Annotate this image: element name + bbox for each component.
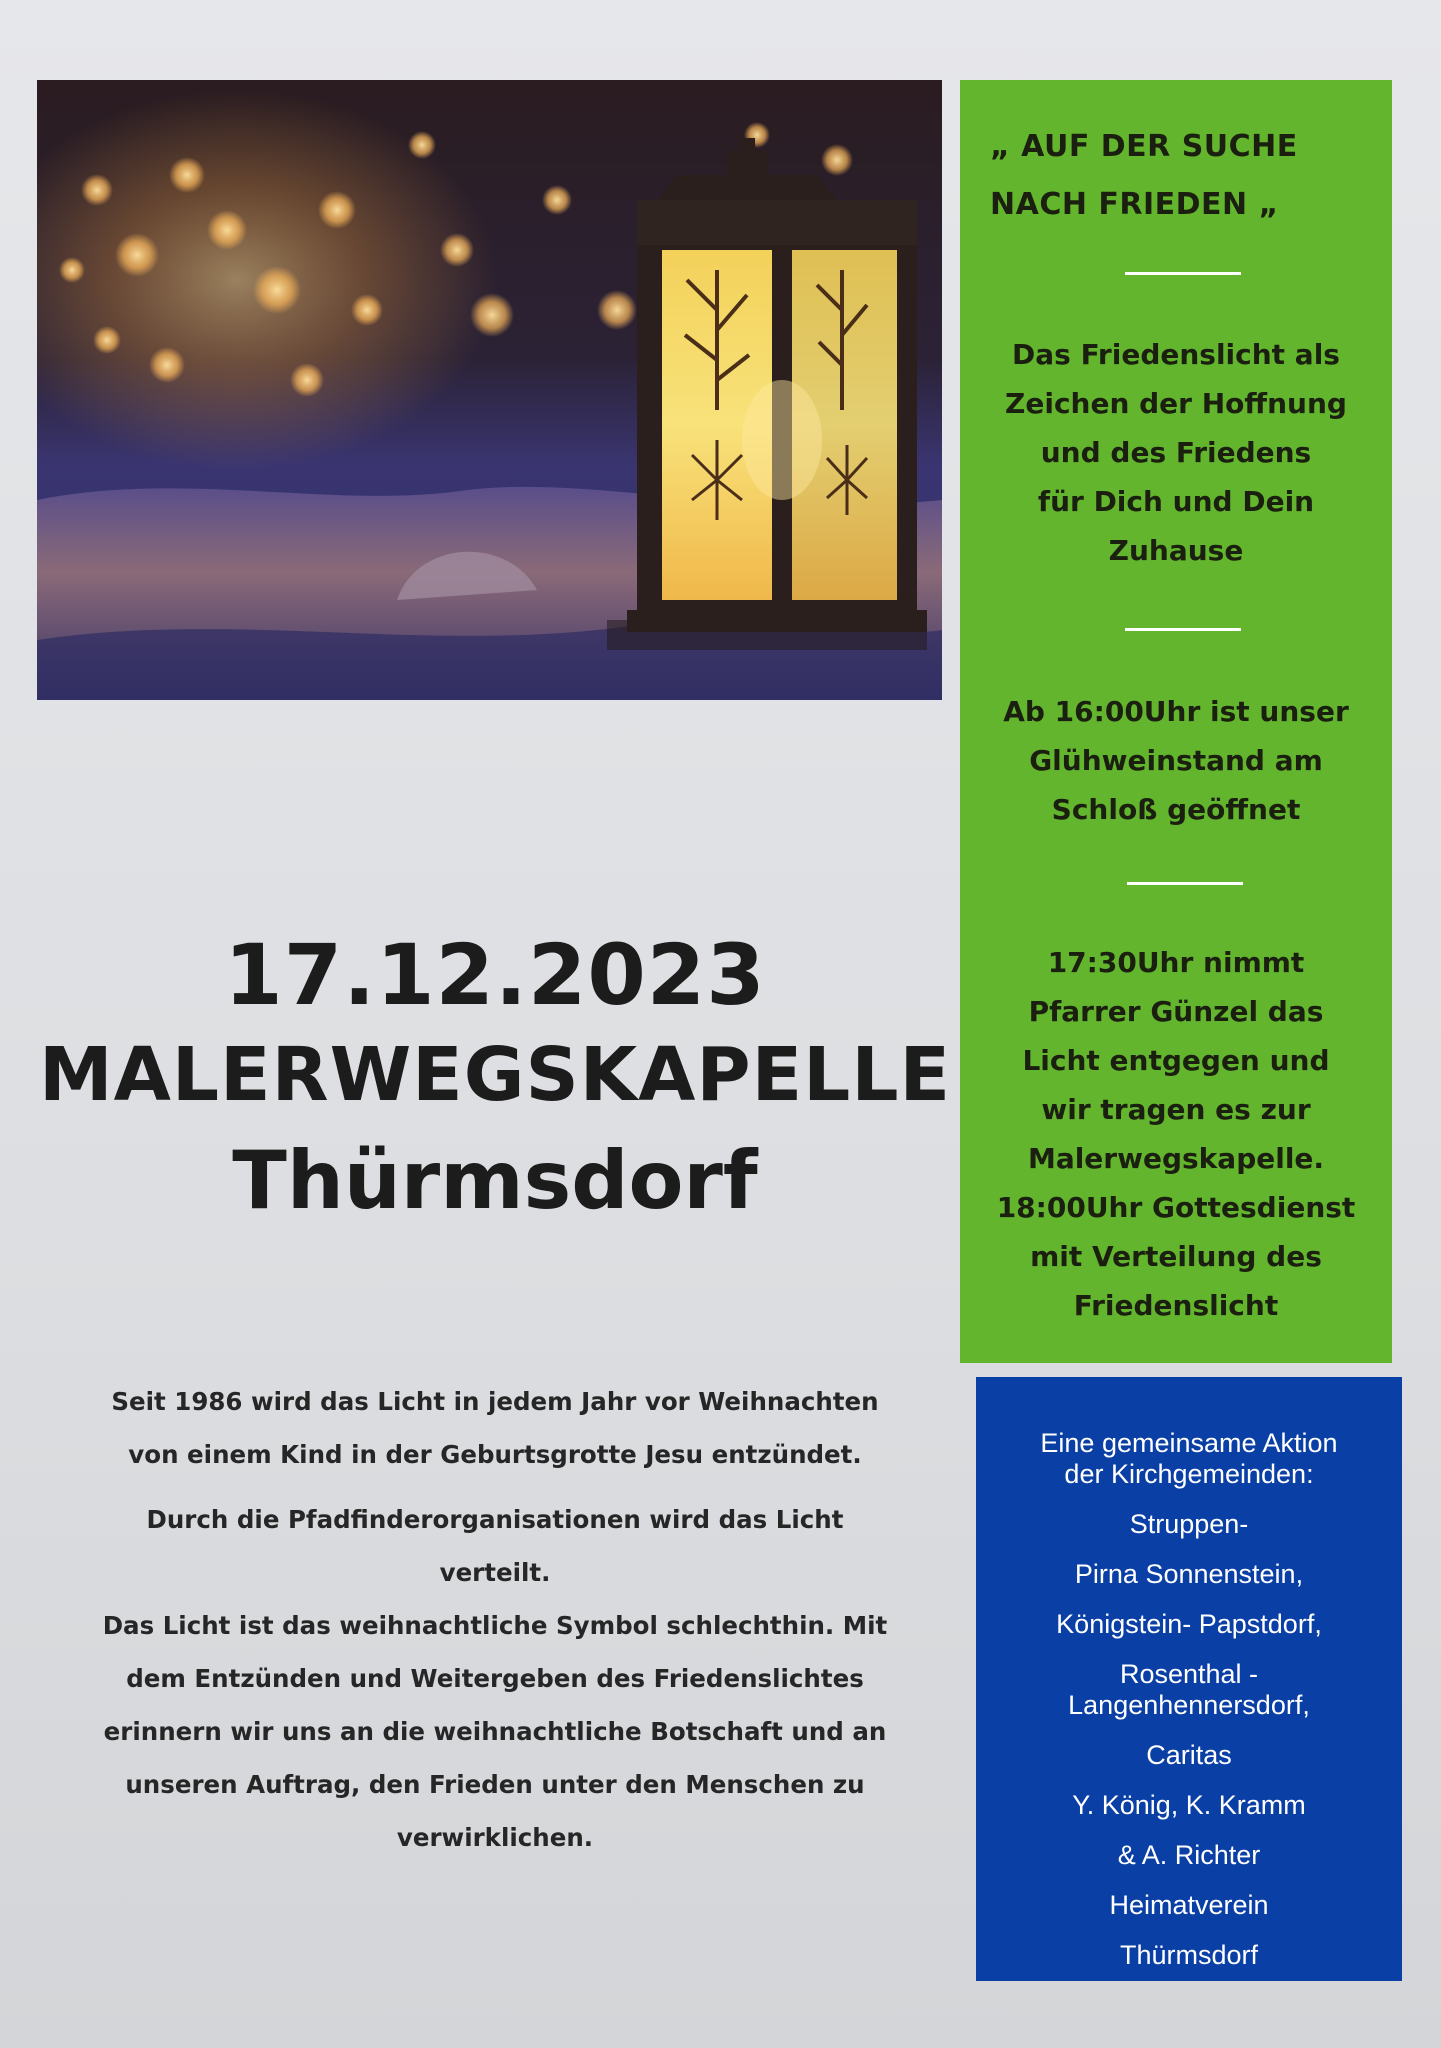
green-section-service	[960, 938, 1392, 1330]
event-date: 17.12.2023	[224, 926, 766, 1024]
organizer-item: Rosenthal -	[1119, 1659, 1259, 1689]
description-text	[30, 1375, 960, 1864]
blue-organizers-box	[976, 1377, 1402, 1981]
section-line: Glühweinstand am	[1029, 744, 1323, 777]
section-line: Zeichen der Hoffnung	[1005, 387, 1347, 420]
section-line: 17:30Uhr nimmt	[1047, 946, 1305, 979]
section-line: Das Friedenslicht als	[1012, 338, 1340, 371]
title-block	[30, 925, 960, 1237]
heading-line: NACH FRIEDEN „	[990, 187, 1279, 222]
divider	[1127, 882, 1243, 885]
section-line: Zuhause	[1108, 534, 1244, 567]
organizer-item: & A. Richter	[1117, 1840, 1261, 1870]
event-place: MALERWEGSKAPELLE	[38, 1032, 952, 1118]
section-line: für Dich und Dein	[1037, 485, 1315, 518]
section-line: mit Verteilung des	[1030, 1240, 1322, 1273]
description-line: dem Entzünden und Weitergeben des Friedenslichtes	[126, 1664, 864, 1693]
organizers-intro: Eine gemeinsame Aktion	[1040, 1428, 1338, 1458]
description-line: verteilt.	[439, 1558, 551, 1587]
event-town: Thürmsdorf	[232, 1134, 758, 1227]
section-line: Ab 16:00Uhr ist unser	[1003, 695, 1349, 728]
organizer-item: Y. König, K. Kramm	[1072, 1790, 1306, 1820]
green-section-mulled-wine	[960, 687, 1392, 834]
organizer-item: Heimatverein	[1109, 1890, 1269, 1920]
section-line: wir tragen es zur	[1041, 1093, 1311, 1126]
organizers-intro: der Kirchgemeinden:	[1064, 1459, 1314, 1489]
green-box-heading	[990, 118, 1370, 234]
green-section-hope	[960, 330, 1392, 575]
organizer-item: Königstein- Papstdorf,	[1056, 1609, 1322, 1639]
lantern-photo	[37, 80, 942, 700]
divider	[1125, 272, 1241, 275]
organizer-item: Pirna Sonnenstein,	[1074, 1559, 1304, 1589]
organizer-item: Langenhennersdorf,	[1068, 1690, 1310, 1720]
heading-line: „ AUF DER SUCHE	[990, 129, 1298, 164]
section-line: Friedenslicht	[1073, 1289, 1279, 1322]
lantern-in-snow-icon	[37, 80, 942, 700]
organizer-item: Struppen-	[1129, 1509, 1249, 1539]
section-line: Malerwegskapelle.	[1027, 1142, 1325, 1175]
section-line: Licht entgegen und	[1022, 1044, 1330, 1077]
description-line: Das Licht ist das weihnachtliche Symbol schlechthin. Mit	[102, 1611, 888, 1640]
section-line: 18:00Uhr Gottesdienst	[996, 1191, 1356, 1224]
organizer-item: Thürmsdorf	[1119, 1940, 1259, 1970]
description-line: erinnern wir uns an die weihnachtliche Botschaft und an	[103, 1717, 887, 1746]
description-line: von einem Kind in der Geburtsgrotte Jesu entzündet.	[128, 1440, 862, 1469]
description-line: unseren Auftrag, den Frieden unter den Menschen zu	[125, 1770, 865, 1799]
section-line: und des Friedens	[1040, 436, 1312, 469]
organizer-item: Caritas	[1146, 1740, 1232, 1770]
divider	[1125, 628, 1241, 631]
green-info-box	[960, 80, 1392, 1363]
section-line: Pfarrer Günzel das	[1028, 995, 1324, 1028]
section-line: Schloß geöffnet	[1051, 793, 1301, 826]
description-line: verwirklichen.	[396, 1823, 594, 1852]
description-line: Durch die Pfadfinderorganisationen wird das Licht	[146, 1505, 844, 1534]
description-line: Seit 1986 wird das Licht in jedem Jahr vor Weihnachten	[111, 1387, 879, 1416]
